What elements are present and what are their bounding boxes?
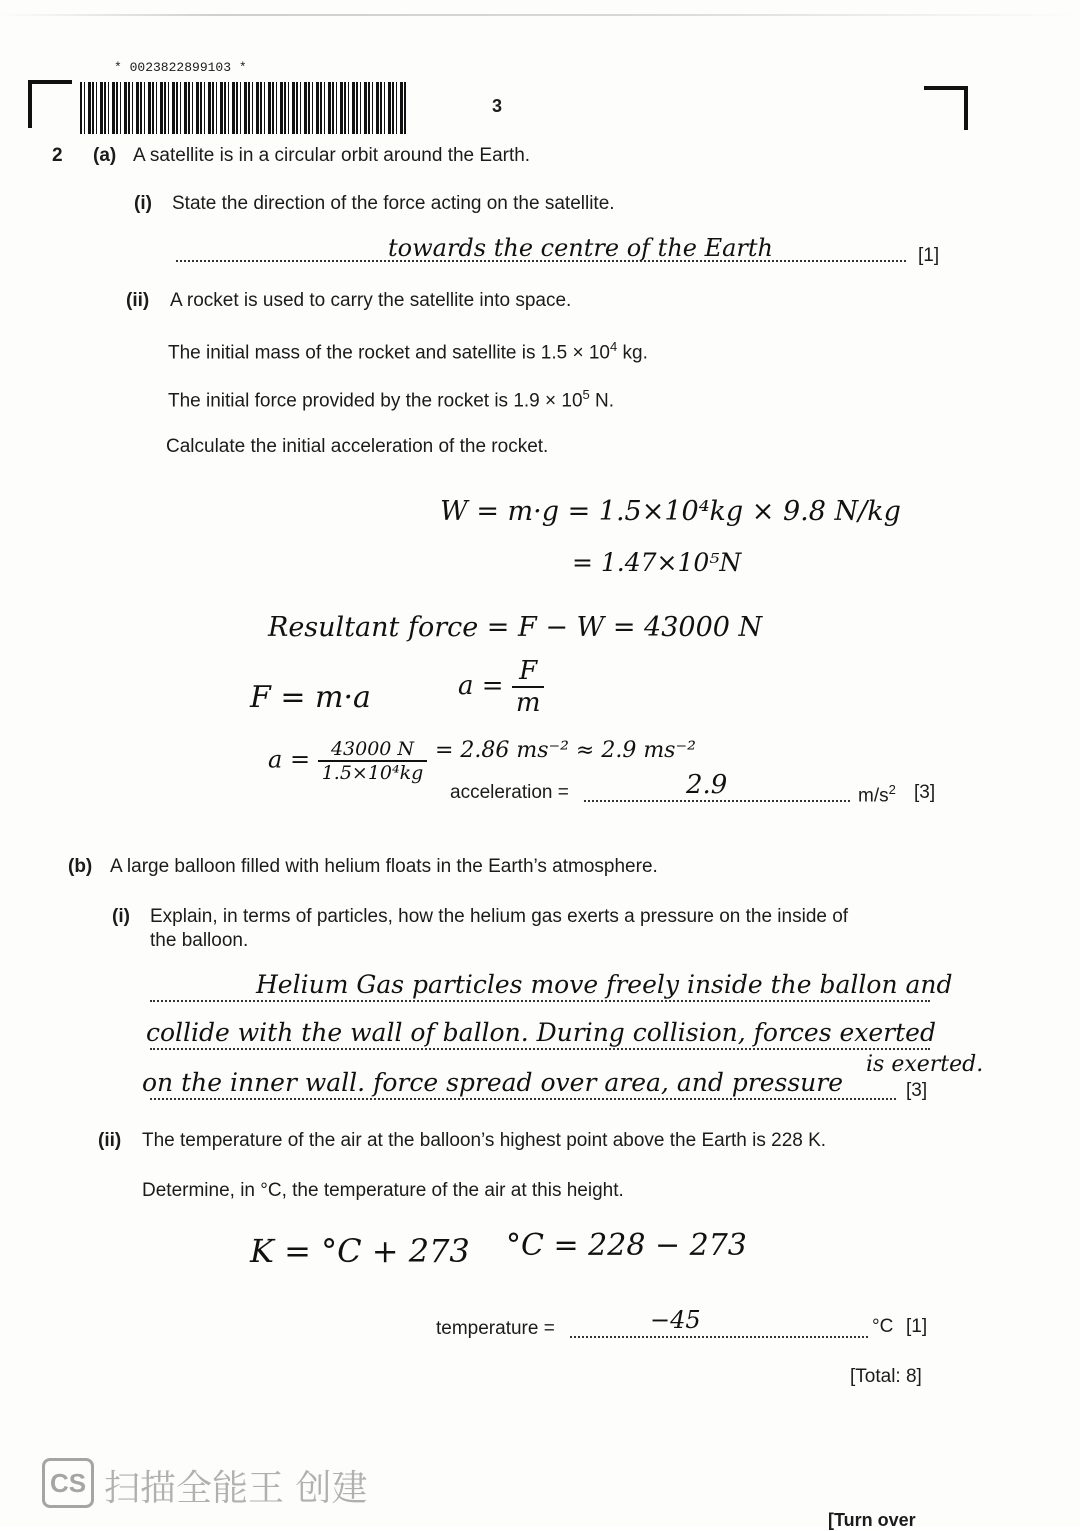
part-b-ii-label: (ii) [98,1130,122,1151]
total-marks: [Total: 8] [850,1366,922,1387]
temperature-unit: °C [872,1316,894,1337]
part-b-i-question-line1: Explain, in terms of particles, how the helium gas exerts a pressure on the inside of [150,906,849,927]
accel-calc-lhs: a = [268,745,311,774]
page-number: 3 [492,96,503,116]
mass-unit: kg. [617,342,648,364]
accel-formula-lhs: a = [458,671,504,701]
scanner-logo-icon: CS [42,1458,94,1508]
temperature-answer: −45 [650,1306,701,1334]
acceleration-unit-text: m/s [858,785,889,807]
answer-b-i-line3-extra: is exerted. [866,1052,984,1077]
answer-b-i-line3: on the inner wall. force spread over area, and pressure [142,1068,844,1097]
part-a-ii-force [168,387,614,412]
temperature-label: temperature = [436,1318,555,1339]
accel-calc-den: 1.5×10⁴kg [321,762,424,784]
working-celsius-calc: °C = 228 − 273 [506,1228,747,1263]
force-exponent: 5 [582,387,590,402]
part-a-i-label: (i) [134,193,152,214]
part-a-ii-line1: A rocket is used to carry the satellite into space. [170,290,572,311]
question-number: 2 [52,145,63,166]
answer-line-b-i-3 [150,1098,896,1100]
accel-formula-den: m [515,688,541,718]
corner-mark-left [28,80,72,128]
part-b-ii-question: The temperature of the air at the balloon’s highest point above the Earth is 228 K. [142,1130,827,1151]
part-a-label: (a) [93,145,117,166]
answer-line-temperature [570,1336,868,1338]
marks-b-ii: [1] [906,1316,928,1337]
working-accel-formula [458,656,544,718]
force-unit: N. [589,390,615,412]
part-b-i-label: (i) [112,906,130,927]
answer-b-i-line1: Helium Gas particles move freely inside the ballon and [256,970,953,999]
mass-exponent: 4 [609,339,618,354]
part-a-stem: A satellite is in a circular orbit around the Earth. [133,145,531,166]
part-b-stem: A large balloon filled with helium floats in the Earth’s atmosphere. [110,856,658,877]
acceleration-unit [858,782,896,807]
answer-b-i-line2: collide with the wall of ballon. During collision, forces exerted [146,1018,936,1047]
scan-edge-line [0,14,1080,16]
working-kelvin-relation: K = °C + 273 [250,1232,470,1270]
barcode-number: * 0023822899103 * [114,60,247,75]
accel-formula-fraction [512,656,545,718]
acceleration-unit-exp: 2 [888,782,896,797]
accel-calc-fraction [318,738,428,784]
working-weight-result: = 1.47×10⁵N [572,548,742,577]
marks-a-ii: [3] [914,782,936,803]
part-a-i-question: State the direction of the force acting on the satellite. [172,193,615,214]
mass-text: The initial mass of the rocket and satellite is 1.5 × 10 [168,342,610,364]
part-a-ii-label: (ii) [126,290,150,311]
answer-line-b-i-2 [150,1048,930,1050]
answer-line-b-i-1 [150,1000,930,1002]
answer-line-acceleration [584,800,850,802]
accel-formula-num: F [512,656,545,688]
working-weight: W = m·g = 1.5×10⁴kg × 9.8 N/kg [440,496,901,527]
turn-over: [Turn over [828,1510,916,1530]
marks-b-i: [3] [906,1080,928,1101]
working-accel-calc [268,738,696,784]
barcode [80,82,406,134]
part-a-ii-mass [168,339,648,364]
part-a-ii-instruction: Calculate the initial acceleration of the rocket. [166,436,549,457]
part-b-ii-instruction: Determine, in °C, the temperature of the air at this height. [142,1180,624,1201]
part-b-label: (b) [68,856,93,877]
marks-a-i: [1] [918,245,940,266]
accel-calc-rhs: = 2.86 ms⁻² ≈ 2.9 ms⁻² [434,738,696,763]
accel-calc-num: 43000 N [318,738,428,762]
scanner-watermark-text: 扫描全能王 创建 [104,1468,368,1509]
force-text: The initial force provided by the rocket is 1.9 × 10 [168,390,583,412]
corner-mark-right [924,86,968,130]
working-newton: F = m·a [250,680,371,715]
acceleration-label: acceleration = [450,782,569,803]
acceleration-answer: 2.9 [686,770,728,800]
part-b-i-question-line2: the balloon. [150,930,249,951]
answer-a-i: towards the centre of the Earth [388,234,774,262]
working-resultant: Resultant force = F − W = 43000 N [268,612,763,643]
